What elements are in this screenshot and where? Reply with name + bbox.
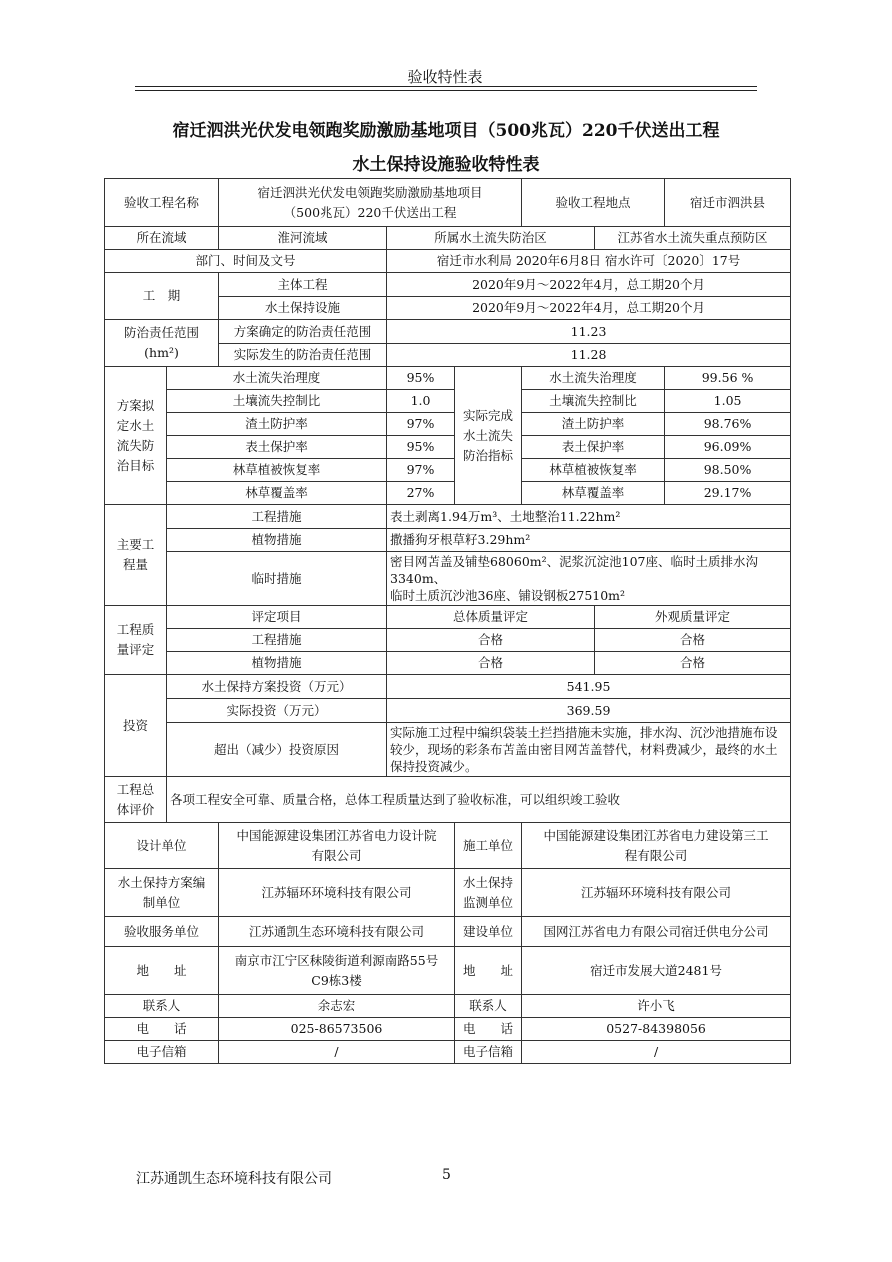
invest-over-value: 实际施工过程中编织袋装土拦挡措施未实施，排水沟、沉沙池措施布设较少，现场的彩条布苫盖由密目网苫盖替代，材料费减少，最终的水土保持投资减少。 bbox=[387, 723, 791, 777]
zone-label: 所属水土流失防治区 bbox=[387, 227, 595, 250]
planned-name: 林草植被恢复率 bbox=[167, 459, 387, 482]
actual-name: 林草覆盖率 bbox=[522, 482, 665, 505]
contact-value-left: 余志宏 bbox=[219, 995, 455, 1018]
contact-value-right: 许小飞 bbox=[522, 995, 791, 1018]
planned-name: 水土流失治理度 bbox=[167, 367, 387, 390]
document-subtitle: 水土保持设施验收特性表 bbox=[352, 155, 540, 175]
address-left-line1: 南京市江宁区秣陵街道利源南路55号 bbox=[234, 952, 439, 968]
actual-value: 99.56 % bbox=[665, 367, 791, 390]
address-label-left: 地 址 bbox=[105, 947, 219, 995]
temp-measure-line2: 临时土质沉沙池36座、铺设钢板27510m² bbox=[390, 588, 626, 603]
address-value-right: 宿迁市发展大道2481号 bbox=[522, 947, 791, 995]
acceptance-table bbox=[104, 178, 791, 1064]
planned-value: 97% bbox=[387, 459, 455, 482]
design-unit-line2: 有限公司 bbox=[311, 847, 362, 863]
actual-name: 渣土防护率 bbox=[522, 413, 665, 436]
plan-org-label bbox=[105, 869, 219, 917]
period-main-value: 2020年9月～2022年4月，总工期20个月 bbox=[387, 273, 791, 297]
plan-org-label-l2: 制单位 bbox=[142, 894, 181, 910]
quantities-label bbox=[105, 505, 167, 606]
page-number: 5 bbox=[442, 1167, 451, 1183]
scope-actual-value: 11.28 bbox=[387, 344, 791, 367]
actual-name: 表土保护率 bbox=[522, 436, 665, 459]
address-left-line2: C9栋3楼 bbox=[311, 972, 362, 988]
monitor-unit-value: 江苏辐环环境科技有限公司 bbox=[522, 869, 791, 917]
actual-value: 96.09% bbox=[665, 436, 791, 459]
project-name-label: 验收工程名称 bbox=[105, 179, 219, 227]
planned-value: 1.0 bbox=[387, 390, 455, 413]
invest-actual-label: 实际投资（万元） bbox=[167, 699, 387, 723]
build-unit-line2: 程有限公司 bbox=[624, 847, 688, 863]
email-label-left: 电子信箱 bbox=[105, 1041, 219, 1064]
contact-label-left: 联系人 bbox=[105, 995, 219, 1018]
approval-label: 部门、时间及文号 bbox=[105, 250, 387, 273]
service-unit-label: 验收服务单位 bbox=[105, 917, 219, 947]
project-name-line1: 宿迁泗洪光伏发电领跑奖励激励基地项目 bbox=[257, 184, 483, 200]
plant-measure-value: 撒播狗牙根草籽3.29hm² bbox=[387, 529, 791, 552]
actual-target-label-l3: 防治指标 bbox=[463, 447, 514, 463]
scope-label-unit: (hm²) bbox=[144, 345, 179, 360]
planned-target-label-l2: 定水土 bbox=[116, 417, 155, 433]
build-unit-line1: 中国能源建设集团江苏省电力建设第三工 bbox=[543, 827, 769, 843]
project-location-value: 宿迁市泗洪县 bbox=[665, 179, 791, 227]
period-label: 工 期 bbox=[105, 273, 219, 320]
quality-appearance: 合格 bbox=[595, 629, 791, 652]
actual-name: 水土流失治理度 bbox=[522, 367, 665, 390]
actual-value: 98.50% bbox=[665, 459, 791, 482]
invest-over-label: 超出（减少）投资原因 bbox=[167, 723, 387, 777]
monitor-unit-label bbox=[455, 869, 522, 917]
scope-actual-label: 实际发生的防治责任范围 bbox=[219, 344, 387, 367]
plan-org-value: 江苏辐环环境科技有限公司 bbox=[219, 869, 455, 917]
planned-name: 土壤流失控制比 bbox=[167, 390, 387, 413]
address-value-left bbox=[219, 947, 455, 995]
contact-label-right: 联系人 bbox=[455, 995, 522, 1018]
monitor-unit-label-l2: 监测单位 bbox=[463, 894, 514, 910]
actual-name: 林草植被恢复率 bbox=[522, 459, 665, 482]
actual-value: 98.76% bbox=[665, 413, 791, 436]
design-unit-label: 设计单位 bbox=[105, 823, 219, 869]
planned-name: 渣土防护率 bbox=[167, 413, 387, 436]
planned-value: 27% bbox=[387, 482, 455, 505]
actual-target-label-l1: 实际完成 bbox=[463, 407, 514, 423]
project-location-label: 验收工程地点 bbox=[522, 179, 665, 227]
invest-label: 投资 bbox=[105, 675, 167, 777]
actual-name: 土壤流失控制比 bbox=[522, 390, 665, 413]
owner-unit-value: 国网江苏省电力有限公司宿迁供电分公司 bbox=[522, 917, 791, 947]
period-main-label: 主体工程 bbox=[219, 273, 387, 297]
owner-unit-label: 建设单位 bbox=[455, 917, 522, 947]
planned-name: 表土保护率 bbox=[167, 436, 387, 459]
address-label-right: 地 址 bbox=[455, 947, 522, 995]
plant-measure-label: 植物措施 bbox=[167, 529, 387, 552]
project-name-value bbox=[219, 179, 522, 227]
overall-eval-value: 各项工程安全可靠、质量合格，总体工程质量达到了验收标准，可以组织竣工验收 bbox=[167, 777, 791, 823]
overall-eval-label-l2: 体评价 bbox=[116, 801, 155, 817]
approval-value: 宿迁市水利局 2020年6月8日 宿水许可〔2020〕17号 bbox=[387, 250, 791, 273]
actual-target-label bbox=[455, 367, 522, 505]
footer-company: 江苏通凯生态环境科技有限公司 bbox=[136, 1171, 332, 1187]
design-unit-line1: 中国能源建设集团江苏省电力设计院 bbox=[236, 827, 437, 843]
quality-col-appearance: 外观质量评定 bbox=[595, 606, 791, 629]
header-rule bbox=[135, 86, 757, 87]
planned-value: 97% bbox=[387, 413, 455, 436]
quality-label bbox=[105, 606, 167, 675]
basin-value: 淮河流域 bbox=[219, 227, 387, 250]
actual-value: 29.17% bbox=[665, 482, 791, 505]
project-name-line2: （500兆瓦）220千伏送出工程 bbox=[283, 204, 457, 220]
design-unit-value bbox=[219, 823, 455, 869]
scope-plan-value: 11.23 bbox=[387, 320, 791, 344]
quality-overall: 合格 bbox=[387, 652, 595, 675]
temp-measure-line1: 密目网苫盖及铺垫68060m²、泥浆沉淀池107座、临时土质排水沟3340m、 bbox=[390, 554, 759, 586]
quality-overall: 合格 bbox=[387, 629, 595, 652]
scope-label-line1: 防治责任范围 bbox=[124, 325, 200, 340]
basin-label: 所在流域 bbox=[105, 227, 219, 250]
eng-measure-label: 工程措施 bbox=[167, 505, 387, 529]
invest-actual-value: 369.59 bbox=[387, 699, 791, 723]
actual-value: 1.05 bbox=[665, 390, 791, 413]
running-header: 验收特性表 bbox=[407, 68, 483, 86]
document-title: 宿迁泗洪光伏发电领跑奖励激励基地项目（500兆瓦）220千伏送出工程 bbox=[172, 121, 720, 141]
period-swc-label: 水土保持设施 bbox=[219, 297, 387, 320]
quality-col-overall: 总体质量评定 bbox=[387, 606, 595, 629]
quality-appearance: 合格 bbox=[595, 652, 791, 675]
planned-target-label-l4: 治目标 bbox=[116, 457, 155, 473]
temp-measure-value bbox=[387, 552, 791, 606]
actual-target-label-l2: 水土流失 bbox=[463, 427, 514, 443]
quantities-label-l1: 主要工 bbox=[116, 537, 155, 552]
phone-label-left: 电 话 bbox=[105, 1018, 219, 1041]
planned-value: 95% bbox=[387, 436, 455, 459]
plan-org-label-l1: 水土保持方案编 bbox=[117, 874, 206, 890]
planned-target-label bbox=[105, 367, 167, 505]
planned-target-label-l3: 流失防 bbox=[116, 437, 155, 453]
phone-value-left: 025-86573506 bbox=[219, 1018, 455, 1041]
phone-value-right: 0527-84398056 bbox=[522, 1018, 791, 1041]
build-unit-value bbox=[522, 823, 791, 869]
email-value-left: / bbox=[219, 1041, 455, 1064]
scope-plan-label: 方案确定的防治责任范围 bbox=[219, 320, 387, 344]
quantities-label-l2: 程量 bbox=[122, 557, 148, 572]
email-label-right: 电子信箱 bbox=[455, 1041, 522, 1064]
period-swc-value: 2020年9月～2022年4月，总工期20个月 bbox=[387, 297, 791, 320]
planned-target-label-l1: 方案拟 bbox=[116, 397, 155, 413]
email-value-right: / bbox=[522, 1041, 791, 1064]
invest-plan-value: 541.95 bbox=[387, 675, 791, 699]
service-unit-value: 江苏通凯生态环境科技有限公司 bbox=[219, 917, 455, 947]
invest-plan-label: 水土保持方案投资（万元） bbox=[167, 675, 387, 699]
zone-value: 江苏省水土流失重点预防区 bbox=[595, 227, 791, 250]
quality-label-l2: 量评定 bbox=[116, 642, 155, 657]
quality-item: 工程措施 bbox=[167, 629, 387, 652]
overall-eval-label bbox=[105, 777, 167, 823]
phone-label-right: 电 话 bbox=[455, 1018, 522, 1041]
planned-value: 95% bbox=[387, 367, 455, 390]
header-rule-thin bbox=[135, 90, 757, 91]
overall-eval-label-l1: 工程总 bbox=[116, 781, 155, 797]
quality-item: 植物措施 bbox=[167, 652, 387, 675]
build-unit-label: 施工单位 bbox=[455, 823, 522, 869]
planned-name: 林草覆盖率 bbox=[167, 482, 387, 505]
monitor-unit-label-l1: 水土保持 bbox=[463, 874, 514, 890]
quality-col-item: 评定项目 bbox=[167, 606, 387, 629]
temp-measure-label: 临时措施 bbox=[167, 552, 387, 606]
eng-measure-value: 表土剥离1.94万m³、土地整治11.22hm² bbox=[387, 505, 791, 529]
scope-label bbox=[105, 320, 219, 367]
quality-label-l1: 工程质 bbox=[116, 622, 155, 637]
